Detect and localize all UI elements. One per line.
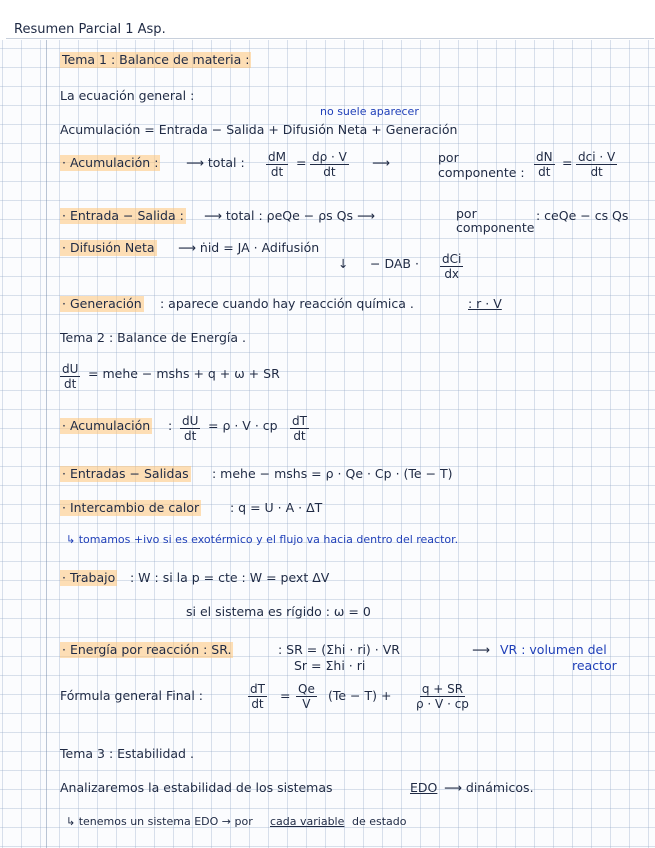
frac-den: dt bbox=[293, 429, 306, 443]
frac-den: dt bbox=[270, 165, 284, 179]
difusion-eq: ⟶ ṅid = JA · Adifusión bbox=[178, 240, 320, 255]
margin-line bbox=[46, 40, 47, 848]
analizaremos-text: Analizaremos la estabilidad de los sistemas bbox=[60, 780, 333, 795]
frac-dci-dx bbox=[440, 252, 463, 281]
frac-den: dt bbox=[184, 429, 197, 443]
intercambio-label: · Intercambio de calor bbox=[62, 500, 200, 515]
tema3-title: Tema 3 : Estabilidad . bbox=[60, 746, 194, 761]
frac-num: dM bbox=[268, 150, 286, 164]
acumulacion2-label: · Acumulación bbox=[62, 418, 151, 433]
frac-num: dCi bbox=[442, 252, 462, 266]
tema1-title: Tema 1 : Balance de materia : bbox=[62, 52, 250, 67]
acumulacion-equation: Acumulación = Entrada − Salida + Difusión Neta + Generación bbox=[60, 122, 458, 137]
frac-den: dt bbox=[64, 377, 77, 391]
cada-variable: cada variable bbox=[270, 815, 345, 828]
entrada-salida-label: · Entrada − Salida : bbox=[62, 208, 184, 223]
arrow: ⟶ bbox=[372, 155, 390, 170]
frac-du-dt-2 bbox=[180, 414, 200, 443]
header-divider bbox=[6, 38, 654, 39]
frac-den: dt bbox=[590, 165, 603, 179]
formula-mid: (Te − T) + bbox=[328, 688, 392, 703]
page-title: Resumen Parcial 1 Asp. bbox=[14, 22, 166, 37]
energia-reaccion-eq2: Sr = Σhi · ri bbox=[294, 658, 366, 673]
energia-reaccion-eq: : SR = (Σhi · ri) · VR bbox=[278, 642, 400, 657]
frac-qe-v bbox=[296, 682, 317, 711]
frac-num: q + SR bbox=[421, 682, 464, 696]
frac-dT-dt bbox=[248, 682, 267, 711]
frac-dci-dt bbox=[576, 150, 617, 179]
frac-den: dt bbox=[538, 165, 551, 179]
frac-den: dt bbox=[251, 697, 264, 711]
frac-num: Qe bbox=[298, 682, 315, 696]
ecuacion-general: La ecuación general : bbox=[60, 88, 195, 103]
trabajo-eq: : W : si la p = cte : W = pext ΔV bbox=[130, 570, 330, 585]
frac-dn-dt bbox=[534, 150, 555, 179]
arrow: ⟶ bbox=[472, 642, 490, 657]
es-por: por bbox=[456, 206, 477, 221]
frac-q-sr bbox=[414, 682, 471, 711]
frac-den: V bbox=[302, 697, 311, 711]
generacion-label: · Generación bbox=[62, 296, 142, 311]
acumulacion-label: · Acumulación : bbox=[62, 155, 159, 170]
entrada-salida-total: ⟶ total : ρeQe − ρs Qs ⟶ bbox=[204, 208, 375, 223]
difusion-arrow: ↓ bbox=[338, 256, 349, 271]
entradas-salidas-label: · Entradas − Salidas bbox=[62, 466, 189, 481]
frac-du-dt bbox=[60, 362, 80, 391]
equals: = bbox=[562, 155, 573, 170]
tenemos-text: ↳ tenemos un sistema EDO → por bbox=[66, 815, 253, 828]
tenemos-end: de estado bbox=[352, 815, 407, 828]
frac-dt-dt bbox=[290, 414, 309, 443]
por-label: por bbox=[438, 150, 459, 165]
energia-note-1: VR : volumen del bbox=[500, 642, 607, 657]
frac-num: dρ · V bbox=[312, 150, 347, 164]
analizaremos-end: ⟶ dinámicos. bbox=[444, 780, 534, 795]
equals: = bbox=[296, 155, 307, 170]
energia-reaccion-label: · Energía por reacción : SR. bbox=[62, 642, 232, 657]
tema2-title: Tema 2 : Balance de Energía . bbox=[60, 330, 246, 345]
intercambio-eq: : q = U · A · ΔT bbox=[230, 500, 323, 515]
componente-label: componente : bbox=[438, 165, 525, 180]
es-componente-eq: : ceQe − cs Qs bbox=[536, 208, 629, 223]
es-componente: componente bbox=[456, 220, 535, 235]
acumulacion-total: ⟶ total : bbox=[186, 155, 245, 170]
frac-drho-dt bbox=[310, 150, 349, 179]
difusion-label: · Difusión Neta bbox=[62, 240, 155, 255]
difusion-note: no suele aparecer bbox=[320, 105, 419, 118]
acumulacion2-mid: = ρ · V · cp bbox=[208, 418, 278, 433]
formula-label: Fórmula general Final : bbox=[60, 688, 203, 703]
frac-dm-dt bbox=[266, 150, 288, 179]
frac-den: dt bbox=[323, 165, 336, 179]
header bbox=[0, 0, 655, 40]
trabajo-eq2: si el sistema es rígido : ω = 0 bbox=[186, 604, 371, 619]
energia-note-2: reactor bbox=[572, 658, 617, 673]
edo-text: EDO bbox=[410, 780, 438, 795]
frac-num: dU bbox=[62, 362, 79, 376]
frac-num: dT bbox=[250, 682, 265, 696]
equals: = bbox=[280, 688, 291, 703]
energia-eq: = mehe − mshs + q + ω + SR bbox=[88, 366, 280, 381]
frac-num: dU bbox=[182, 414, 199, 428]
colon: : bbox=[168, 418, 173, 433]
frac-num: dT bbox=[292, 414, 307, 428]
frac-num: dci · V bbox=[578, 150, 616, 164]
entradas-salidas-eq: : mehe − mshs = ρ · Qe · Cp · (Te − T) bbox=[212, 466, 453, 481]
generacion-rv: : r · V bbox=[468, 296, 502, 311]
frac-num: dN bbox=[536, 150, 553, 164]
intercambio-note: ↳ tomamos +ivo si es exotérmico y el flujo va hacia dentro del reactor. bbox=[66, 533, 459, 546]
trabajo-label: · Trabajo bbox=[62, 570, 116, 585]
frac-den: ρ · V · cp bbox=[416, 697, 469, 711]
generacion-text: : aparece cuando hay reacción química . bbox=[160, 296, 414, 311]
difusion-dab: − DAB · bbox=[370, 256, 419, 271]
frac-den: dx bbox=[444, 267, 460, 281]
